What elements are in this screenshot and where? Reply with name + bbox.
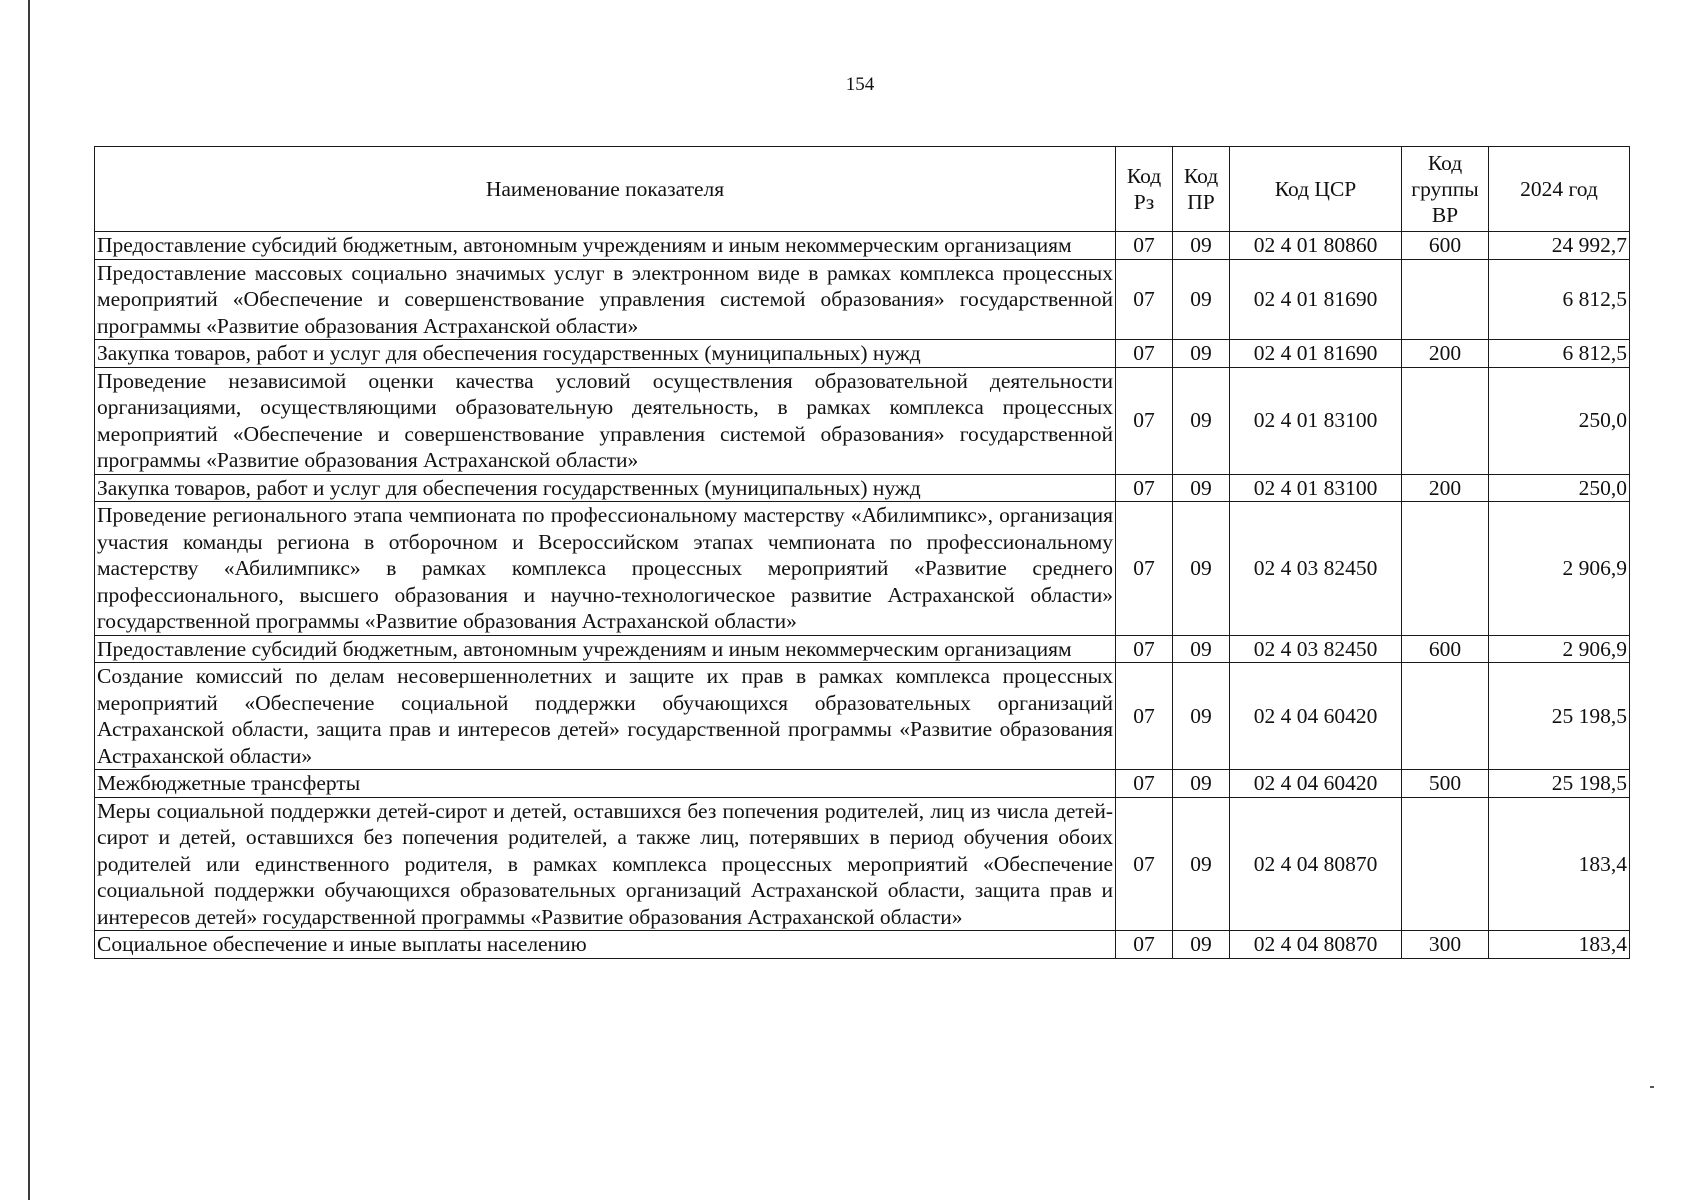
row-csr: 02 4 01 83100 (1230, 474, 1402, 502)
row-pr: 09 (1173, 367, 1230, 474)
row-amount: 6 812,5 (1489, 340, 1630, 368)
row-csr: 02 4 01 80860 (1230, 232, 1402, 260)
row-name: Межбюджетные трансферты (95, 770, 1116, 798)
row-rz: 07 (1116, 367, 1173, 474)
row-pr: 09 (1173, 770, 1230, 798)
row-rz: 07 (1116, 502, 1173, 636)
row-name: Предоставление субсидий бюджетным, автономным учреждениям и иным некоммерческим организациям (95, 232, 1116, 260)
row-csr: 02 4 01 81690 (1230, 259, 1402, 340)
row-rz: 07 (1116, 340, 1173, 368)
row-name: Меры социальной поддержки детей-сирот и детей, оставшихся без попечения родителей, лиц из числа детей-сирот и детей, оставшихся без попечения родителей, а также лиц, потерявших в период обучения обоих родителей или единственного родителя, в рамках комплекса процессных мероприятий «Обеспечение социальной поддержки обучающихся образовательных организаций Астраханской области, защита прав и интересов детей» государственной программы «Развитие образования Астраханской области» (95, 797, 1116, 931)
row-amount: 2 906,9 (1489, 502, 1630, 636)
row-amount: 250,0 (1489, 474, 1630, 502)
header-name: Наименование показателя (95, 147, 1116, 232)
row-pr: 09 (1173, 474, 1230, 502)
row-csr: 02 4 01 83100 (1230, 367, 1402, 474)
row-name: Проведение регионального этапа чемпионата по профессиональному мастерству «Абилимпикс», организация участия команды региона в отборочном и Всероссийском этапах чемпионата по профессиональному мастерству «Абилимпикс» в рамках комплекса процессных мероприятий «Развитие среднего профессионального, высшего образования и научно-технологическое развитие Астраханской области» государственной программы «Развитие образования Астраханской области» (95, 502, 1116, 636)
row-csr: 02 4 04 60420 (1230, 770, 1402, 798)
row-vr (1402, 502, 1489, 636)
row-amount: 6 812,5 (1489, 259, 1630, 340)
row-name: Закупка товаров, работ и услуг для обеспечения государственных (муниципальных) нужд (95, 340, 1116, 368)
row-vr: 200 (1402, 474, 1489, 502)
row-vr: 600 (1402, 635, 1489, 663)
row-pr: 09 (1173, 931, 1230, 959)
row-pr: 09 (1173, 502, 1230, 636)
row-name: Социальное обеспечение и иные выплаты населению (95, 931, 1116, 959)
row-name: Предоставление субсидий бюджетным, автономным учреждениям и иным некоммерческим организациям (95, 635, 1116, 663)
row-amount: 183,4 (1489, 931, 1630, 959)
row-vr (1402, 663, 1489, 770)
row-amount: 24 992,7 (1489, 232, 1630, 260)
header-pr: Код ПР (1173, 147, 1230, 232)
table-row (95, 367, 1630, 474)
table-row (95, 797, 1630, 931)
row-pr: 09 (1173, 635, 1230, 663)
row-rz: 07 (1116, 931, 1173, 959)
header-csr: Код ЦСР (1230, 147, 1402, 232)
table-row (95, 502, 1630, 636)
header-vr: Код группы ВР (1402, 147, 1489, 232)
table-header-row (95, 147, 1630, 232)
row-vr: 200 (1402, 340, 1489, 368)
header-rz: Код Рз (1116, 147, 1173, 232)
row-rz: 07 (1116, 259, 1173, 340)
row-pr: 09 (1173, 663, 1230, 770)
binding-edge-line (28, 0, 30, 1200)
row-rz: 07 (1116, 797, 1173, 931)
row-rz: 07 (1116, 474, 1173, 502)
row-csr: 02 4 04 60420 (1230, 663, 1402, 770)
table-row (95, 474, 1630, 502)
row-csr: 02 4 03 82450 (1230, 502, 1402, 636)
row-name: Проведение независимой оценки качества условий осуществления образовательной деятельности организациями, осуществляющими образовательную деятельность, в рамках комплекса процессных мероприятий «Обеспечение и совершенствование управления системой образования» государственной программы «Развитие образования Астраханской области» (95, 367, 1116, 474)
row-pr: 09 (1173, 797, 1230, 931)
budget-table (94, 146, 1630, 959)
row-name: Закупка товаров, работ и услуг для обеспечения государственных (муниципальных) нужд (95, 474, 1116, 502)
table-row (95, 663, 1630, 770)
row-pr: 09 (1173, 232, 1230, 260)
table-row (95, 232, 1630, 260)
row-amount: 250,0 (1489, 367, 1630, 474)
row-vr: 600 (1402, 232, 1489, 260)
row-name: Создание комиссий по делам несовершеннолетних и защите их прав в рамках комплекса процессных мероприятий «Обеспечение социальной поддержки обучающихся образовательных организаций Астраханской области, защита прав и интересов детей» государственной программы «Развитие образования Астраханской области» (95, 663, 1116, 770)
table-row (95, 770, 1630, 798)
row-pr: 09 (1173, 340, 1230, 368)
row-rz: 07 (1116, 663, 1173, 770)
row-vr (1402, 797, 1489, 931)
header-year: 2024 год (1489, 147, 1630, 232)
scan-speck (1650, 1086, 1654, 1088)
table-row (95, 259, 1630, 340)
row-pr: 09 (1173, 259, 1230, 340)
row-name: Предоставление массовых социально значимых услуг в электронном виде в рамках комплекса процессных мероприятий «Обеспечение и совершенствование управления системой образования» государственной программы «Развитие образования Астраханской области» (95, 259, 1116, 340)
row-amount: 25 198,5 (1489, 770, 1630, 798)
row-csr: 02 4 04 80870 (1230, 797, 1402, 931)
table-row (95, 340, 1630, 368)
row-rz: 07 (1116, 770, 1173, 798)
row-csr: 02 4 03 82450 (1230, 635, 1402, 663)
row-rz: 07 (1116, 635, 1173, 663)
page-number: 154 (845, 74, 875, 95)
row-rz: 07 (1116, 232, 1173, 260)
row-amount: 2 906,9 (1489, 635, 1630, 663)
row-vr: 300 (1402, 931, 1489, 959)
row-vr (1402, 367, 1489, 474)
table-row (95, 931, 1630, 959)
row-csr: 02 4 01 81690 (1230, 340, 1402, 368)
row-vr: 500 (1402, 770, 1489, 798)
row-amount: 25 198,5 (1489, 663, 1630, 770)
row-vr (1402, 259, 1489, 340)
row-csr: 02 4 04 80870 (1230, 931, 1402, 959)
table-row (95, 635, 1630, 663)
row-amount: 183,4 (1489, 797, 1630, 931)
